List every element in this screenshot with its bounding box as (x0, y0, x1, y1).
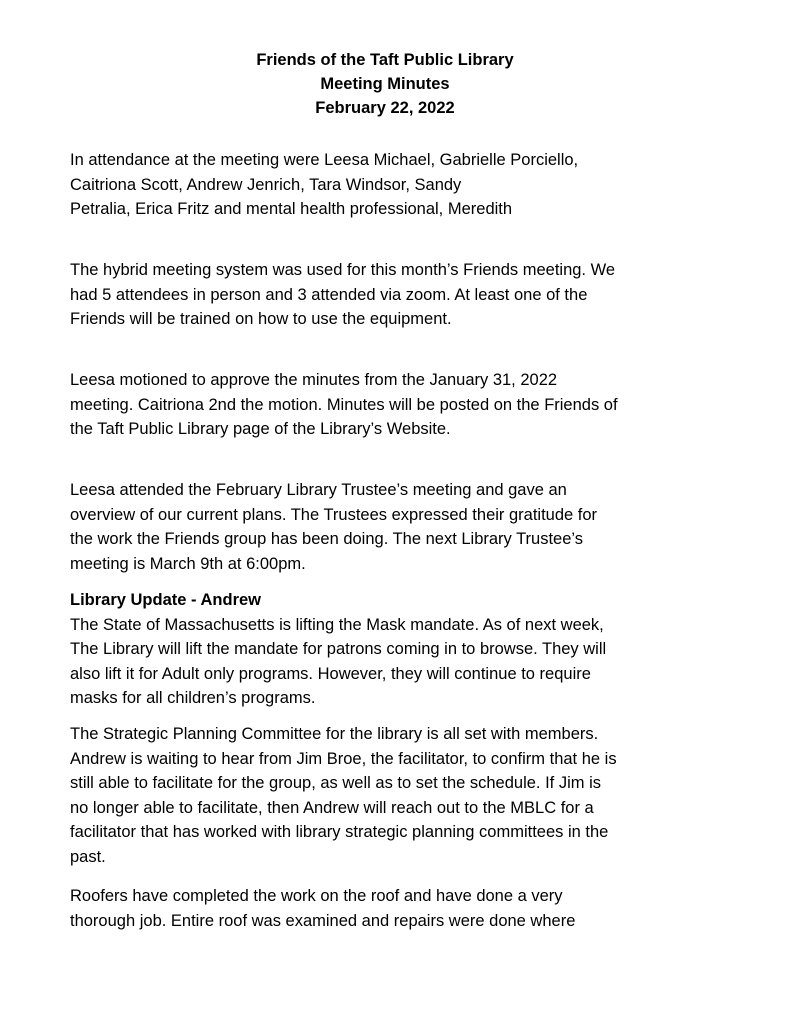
text-line: The Strategic Planning Committee for the library is all set with members. (70, 725, 599, 743)
roofers-paragraph (70, 884, 730, 933)
text-line: thorough job. Entire roof was examined and repairs were done where (70, 911, 576, 930)
text-line: still able to facilitate for the group, as well as to set the schedule. If Jim is (70, 774, 602, 792)
text-line: overview of our current plans. The Trustees expressed their gratitude for (70, 505, 598, 524)
text-line: Leesa attended the February Library Trustee’s meeting and gave an (70, 481, 567, 499)
trustees-meeting-paragraph (70, 478, 730, 576)
document-title: Meeting Minutes (320, 75, 450, 93)
text-line: In attendance at the meeting were Leesa Michael, Gabrielle Porciello, (70, 151, 579, 169)
attendance-paragraph (70, 148, 730, 222)
strategic-planning-paragraph (70, 722, 730, 869)
document-header (200, 48, 570, 120)
text-line: Roofers have completed the work on the roof and have done a very (70, 887, 563, 905)
hybrid-meeting-paragraph (70, 258, 730, 332)
text-line: Petralia, Erica Fritz and mental health professional, Meredith (70, 200, 513, 218)
text-line: past. (70, 847, 106, 866)
minutes-approval-paragraph (70, 368, 730, 442)
library-update-section (70, 588, 730, 711)
meeting-date: February 22, 2022 (315, 99, 455, 117)
text-line: Caitriona Scott, Andrew Jenrich, Tara Windsor, Sandy (70, 175, 462, 194)
text-line: facilitator that has worked with library strategic planning committees in the (70, 823, 609, 841)
text-line: had 5 attendees in person and 3 attended via zoom. At least one of the (70, 285, 588, 304)
text-line: no longer able to facilitate, then Andrew will reach out to the MBLC for a (70, 798, 594, 817)
text-line: Leesa motioned to approve the minutes from the January 31, 2022 (70, 371, 558, 389)
text-line: masks for all children’s programs. (70, 689, 316, 707)
text-line: Andrew is waiting to hear from Jim Broe, the facilitator, to confirm that he is (70, 749, 617, 768)
text-line: The hybrid meeting system was used for this month’s Friends meeting. We (70, 261, 616, 279)
text-line: the work the Friends group has been doing. The next Library Trustee’s (70, 530, 584, 548)
text-line: The State of Massachusetts is lifting the Mask mandate. As of next week, (70, 615, 604, 634)
text-line: meeting. Caitriona 2nd the motion. Minutes will be posted on the Friends of (70, 395, 618, 414)
text-line: meeting is March 9th at 6:00pm. (70, 554, 306, 573)
text-line: the Taft Public Library page of the Library’s Website. (70, 420, 451, 438)
text-line: The Library will lift the mandate for patrons coming in to browse. They will (70, 640, 607, 658)
text-line: Friends will be trained on how to use the equipment. (70, 310, 452, 328)
section-heading: Library Update - Andrew (70, 591, 261, 609)
organization-title: Friends of the Taft Public Library (256, 51, 514, 69)
text-line: also lift it for Adult only programs. However, they will continue to require (70, 664, 591, 683)
